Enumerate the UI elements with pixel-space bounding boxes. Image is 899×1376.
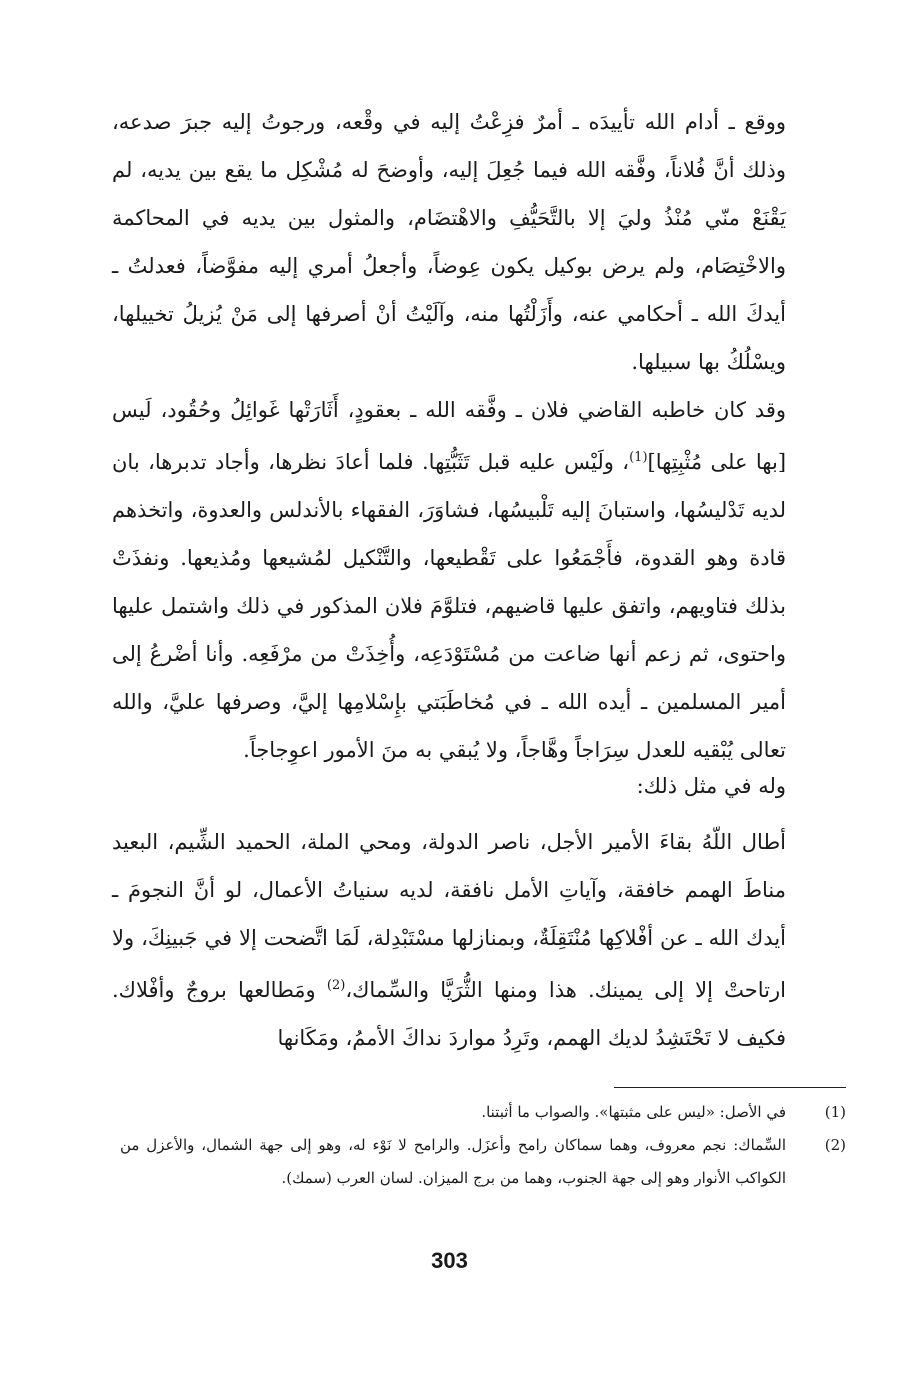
intro-line [112, 762, 786, 810]
body-paragraph-1 [112, 98, 786, 386]
footnote-ref-2: (2) [326, 978, 346, 993]
paragraph-2-text-start: وقد كان خاطبه القاضي فلان ـ وفَّقه الله ـ بعقودٍ، أَثَارَتْها غَوائِلُ وحُقُود، لَيس [بها على مُثْبِتِها] [112, 398, 787, 474]
footnote-number: (2) [824, 1136, 846, 1154]
body-paragraph-2 [112, 386, 786, 774]
footnote-2 [120, 1129, 846, 1195]
intro-line-text: وله في مثل ذلك: [636, 774, 786, 798]
footnotes [120, 1096, 846, 1195]
paragraph-3-text-start: أطال اللّهُ بقاءَ الأمير الأجل، ناصر الدولة، ومحي الملة، الحميد الشِّيم، البعيد مناطَ الهمم خافقة، وآياتِ الأمل نافقة، لديه سنياتُ الأعمال، لو أنَّ النجومَ ـ أيدك الله ـ عن أفْلاكِها مُنْتَقِلَةٌ، وبمنازلها مسْتَبْدِلة، لَمَا اتَّضحت إلا في جَبينِكَ، ولا ارتاحتْ إلا إلى يمينك. هذا ومنها الثُّرَيَّا والسِّماك، [112, 830, 787, 1002]
footnote-text: في الأصل: «ليس على مثبتها». والصواب ما أثبتنا. [481, 1103, 786, 1121]
paragraph-3-text-end: ومَطالعها بروجٌ وأفْلاك. فكيف لا تَحْتَشِدُ لديك الهمم، وتَرِدُ مواردَ نداكَ الأممُ، ومَكَانها [112, 978, 786, 1050]
footnote-ref-1: (1) [629, 450, 648, 465]
footnote-separator [614, 1087, 846, 1088]
footnote-text: السِّماك: نجم معروف، وهما سماكان رامح وأعزَل. والرامح لا نَوْء له، وهو إلى جهة الشمال، والأعزل من الكواكب الأنوار وهو إلى جهة الجنوب، وهما من برج الميزان. لسان العرب (سمك). [120, 1136, 786, 1187]
paragraph-1-text: ووقع ـ أدام الله تأييدَه ـ أمرٌ فزِعْتُ إليه في وقْعه، ورجوتُ إليه جبرَ صدعه، وذلك أنَّ فُلاناً، وفَّقه الله فيما جُعِلَ إليه، وأوضحَ له مُشْكِل ما يقع بين يديه، لم يَقْنَعْ منّي مُنْذُ وليَ إلا بالتَّحَيُّفِ والاهْتضَام، والمثول بين يديه في المحاكمة والاخْتِصَام، ولم يرض بوكيل يكون عِوضاً، وأجعلُ أمري إليه مفوَّضاً، فعدلتُ ـ أيدكَ الله ـ أحكامي عنه، وأَزَلْتُها منه، وآلَيْتُ أنْ أصرفها إلى مَنْ يُزيلُ تخييلها، ويسْلُكُ بها سبيلها. [112, 110, 786, 374]
paragraph-2-text-end: ، ولَيْس عليه قبل تَثَبُّتِها. فلما أعادَ نظرها، وأجاد تدبرها، بان لديه تَدْليسُها، واستبانَ إليه تَلْبيسُها، فشاوَرَ، الفقهاء بالأندلس والعدوة، واتخذهم قادة وهو القدوة، فأَجْمَعُوا على تَقْطيعها، والتَّنْكيل لمُشيعها ومُذيعها. ونفذَتْ بذلك فتاويهم، واتفق عليها قاضيهم، فتلوَّمَ فلان المذكور في ذلك واشتمل عليها واحتوى، ثم زعم أنها ضاعت من مُسْتَوْدَعِه، وأُخِذَتْ من مرْفَعِه. وأنا أضْرعُ إلى أمير المسلمين ـ أيده الله ـ في مُخاطَبَتي بإِسْلامِها إليَّ، وصرفها عليَّ، والله تعالى يُبْقيه للعدل سِرَاجاً وهَّاجاً، ولا يُبقي به منَ الأمور اعوِجاجاً. [112, 450, 786, 762]
footnote-number: (1) [824, 1103, 846, 1121]
body-paragraph-3 [112, 818, 786, 1062]
page-number: 303 [431, 1248, 468, 1273]
footnote-1 [120, 1096, 846, 1129]
